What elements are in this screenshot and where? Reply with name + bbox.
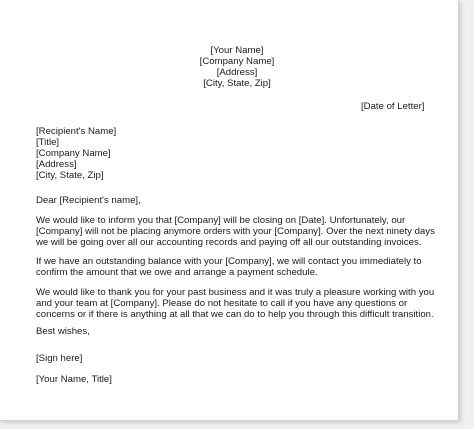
- body-paragraph: [36, 256, 422, 278]
- paragraph-line: confirm the amount that we owe and arrange a payment schedule.: [36, 267, 318, 278]
- closing: Best wishes,: [36, 326, 90, 337]
- paragraph-line: we will be going over all our accounting records and paying off all our outstanding invoices.: [36, 237, 422, 248]
- recipient-company: [Company Name]: [36, 148, 111, 159]
- paragraph-line: We would like to inform you that [Company] will be closing on [Date]. Unfortunately, our: [36, 215, 406, 226]
- paragraph-line: We would like to thank you for your past business and it was truly a pleasure working with you: [36, 287, 435, 298]
- salutation: Dear [Recipient's name],: [36, 195, 141, 206]
- sender-address-block: [0, 45, 474, 89]
- recipient-city-state-zip: [City, State, Zip]: [36, 170, 104, 181]
- name-title: [Your Name, Title]: [36, 374, 112, 385]
- sender-company: [Company Name]: [199, 56, 275, 67]
- signature-placeholder: [Sign here]: [36, 353, 83, 364]
- sender-name: [Your Name]: [210, 45, 264, 56]
- letter-date: [Date of Letter]: [361, 101, 425, 112]
- recipient-title: [Title]: [36, 137, 60, 148]
- paragraph-line: If we have an outstanding balance with your [Company], we will contact you immediately to: [36, 256, 422, 267]
- paragraph-line: [Company] will not be placing anymore orders with your [Company]. Over the next ninety days: [36, 226, 435, 237]
- body-paragraph: [36, 287, 434, 320]
- sender-city-state-zip: [City, State, Zip]: [203, 78, 271, 89]
- sender-address: [Address]: [216, 67, 258, 78]
- recipient-name: [Recipient's Name]: [36, 126, 117, 137]
- paragraph-line: and your team at [Company]. Please do not hesitate to call if you have any questions or: [36, 298, 408, 309]
- paragraph-line: concerns or if there is anything at all that we can do to help you through this difficult transition.: [36, 309, 434, 320]
- recipient-address-block: [36, 126, 116, 181]
- recipient-address: [Address]: [36, 159, 77, 170]
- body-paragraph: [36, 215, 435, 248]
